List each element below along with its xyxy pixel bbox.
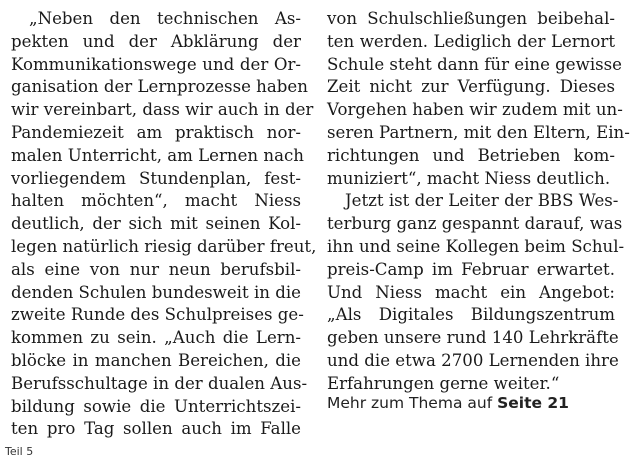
article-text-line: Zeit nicht zur Verfügung. Dieses bbox=[327, 77, 615, 97]
article-text-line: malen Unterricht, am Lernen nach bbox=[11, 145, 304, 165]
article-text-line: Berufsschultage in der dualen Aus- bbox=[11, 373, 308, 393]
article-text-line: „Als Digitales Bildungszentrum bbox=[327, 305, 615, 325]
article-text-line: zweite Runde des Schulpreises ge- bbox=[11, 305, 304, 325]
article-text-line: von Schulschließungen beibehal- bbox=[327, 9, 615, 28]
more-on-topic-reference bbox=[327, 394, 569, 412]
article-text-line: legen natürlich riesig darüber freut, bbox=[11, 236, 317, 256]
article-left-column bbox=[11, 8, 317, 441]
article-text-line: „Neben den technischen As- bbox=[29, 9, 301, 28]
page-reference: Seite 21 bbox=[497, 394, 569, 412]
article-right-column bbox=[327, 8, 630, 396]
article-text-line: blöcke in manchen Bereichen, die bbox=[11, 350, 301, 370]
article-text-line: Erfahrungen gerne weiter.“ bbox=[327, 373, 560, 393]
article-text-line: richtungen und Betrieben kom- bbox=[327, 145, 615, 165]
article-text-line: Kommunikationswege und der Or- bbox=[11, 54, 301, 74]
article-text-line: Pandemiezeit am praktisch nor- bbox=[11, 122, 301, 142]
article-text-line: Vorgehen haben wir zudem mit un- bbox=[327, 100, 623, 120]
article-text-line: bildung sowie die Unterrichtszei- bbox=[11, 396, 301, 416]
article-text-line: ganisation der Lernprozesse haben bbox=[11, 77, 308, 97]
article-text-line: halten möchten“, macht Niess bbox=[11, 191, 301, 211]
article-text-line: wir vereinbart, dass wir auch in der bbox=[11, 100, 314, 120]
more-on-topic-text: Mehr zum Thema auf bbox=[327, 394, 498, 412]
article-text-line: Jetzt ist der Leiter der BBS Wes- bbox=[345, 191, 619, 211]
article-text-line: muniziert“, macht Niess deutlich. bbox=[327, 168, 611, 188]
article-text-line: pekten und der Abklärung der bbox=[11, 31, 301, 51]
article-text-line: und die etwa 2700 Lernenden ihre bbox=[327, 350, 619, 370]
article-text-line: seren Partnern, mit den Eltern, Ein- bbox=[327, 122, 630, 142]
article-text-line: ten werden. Lediglich der Lernort bbox=[327, 31, 615, 51]
article-text-line: ten pro Tag sollen auch im Falle bbox=[11, 419, 301, 439]
article-text-line: kommen zu sein. „Auch die Lern- bbox=[11, 328, 301, 348]
article-text-line: Und Niess macht ein Angebot: bbox=[327, 282, 615, 302]
article-text-line: terburg ganz gespannt darauf, was bbox=[327, 214, 623, 234]
article-text-line: ihn und seine Kollegen beim Schul- bbox=[327, 236, 625, 256]
article-text-line: geben unsere rund 140 Lehrkräfte bbox=[327, 328, 619, 348]
article-text-line: deutlich, der sich mit seinen Kol- bbox=[11, 214, 301, 234]
article-text-line: als eine von nur neun berufsbil- bbox=[11, 259, 301, 279]
article-text-line: vorliegendem Stundenplan, fest- bbox=[11, 168, 301, 188]
part-label: Teil 5 bbox=[5, 445, 34, 458]
article-text-line: denden Schulen bundesweit in die bbox=[11, 282, 301, 302]
article-text-line: Schule steht dann für eine gewisse bbox=[327, 54, 622, 74]
article-text-line: preis-Camp im Februar erwartet. bbox=[327, 259, 615, 279]
